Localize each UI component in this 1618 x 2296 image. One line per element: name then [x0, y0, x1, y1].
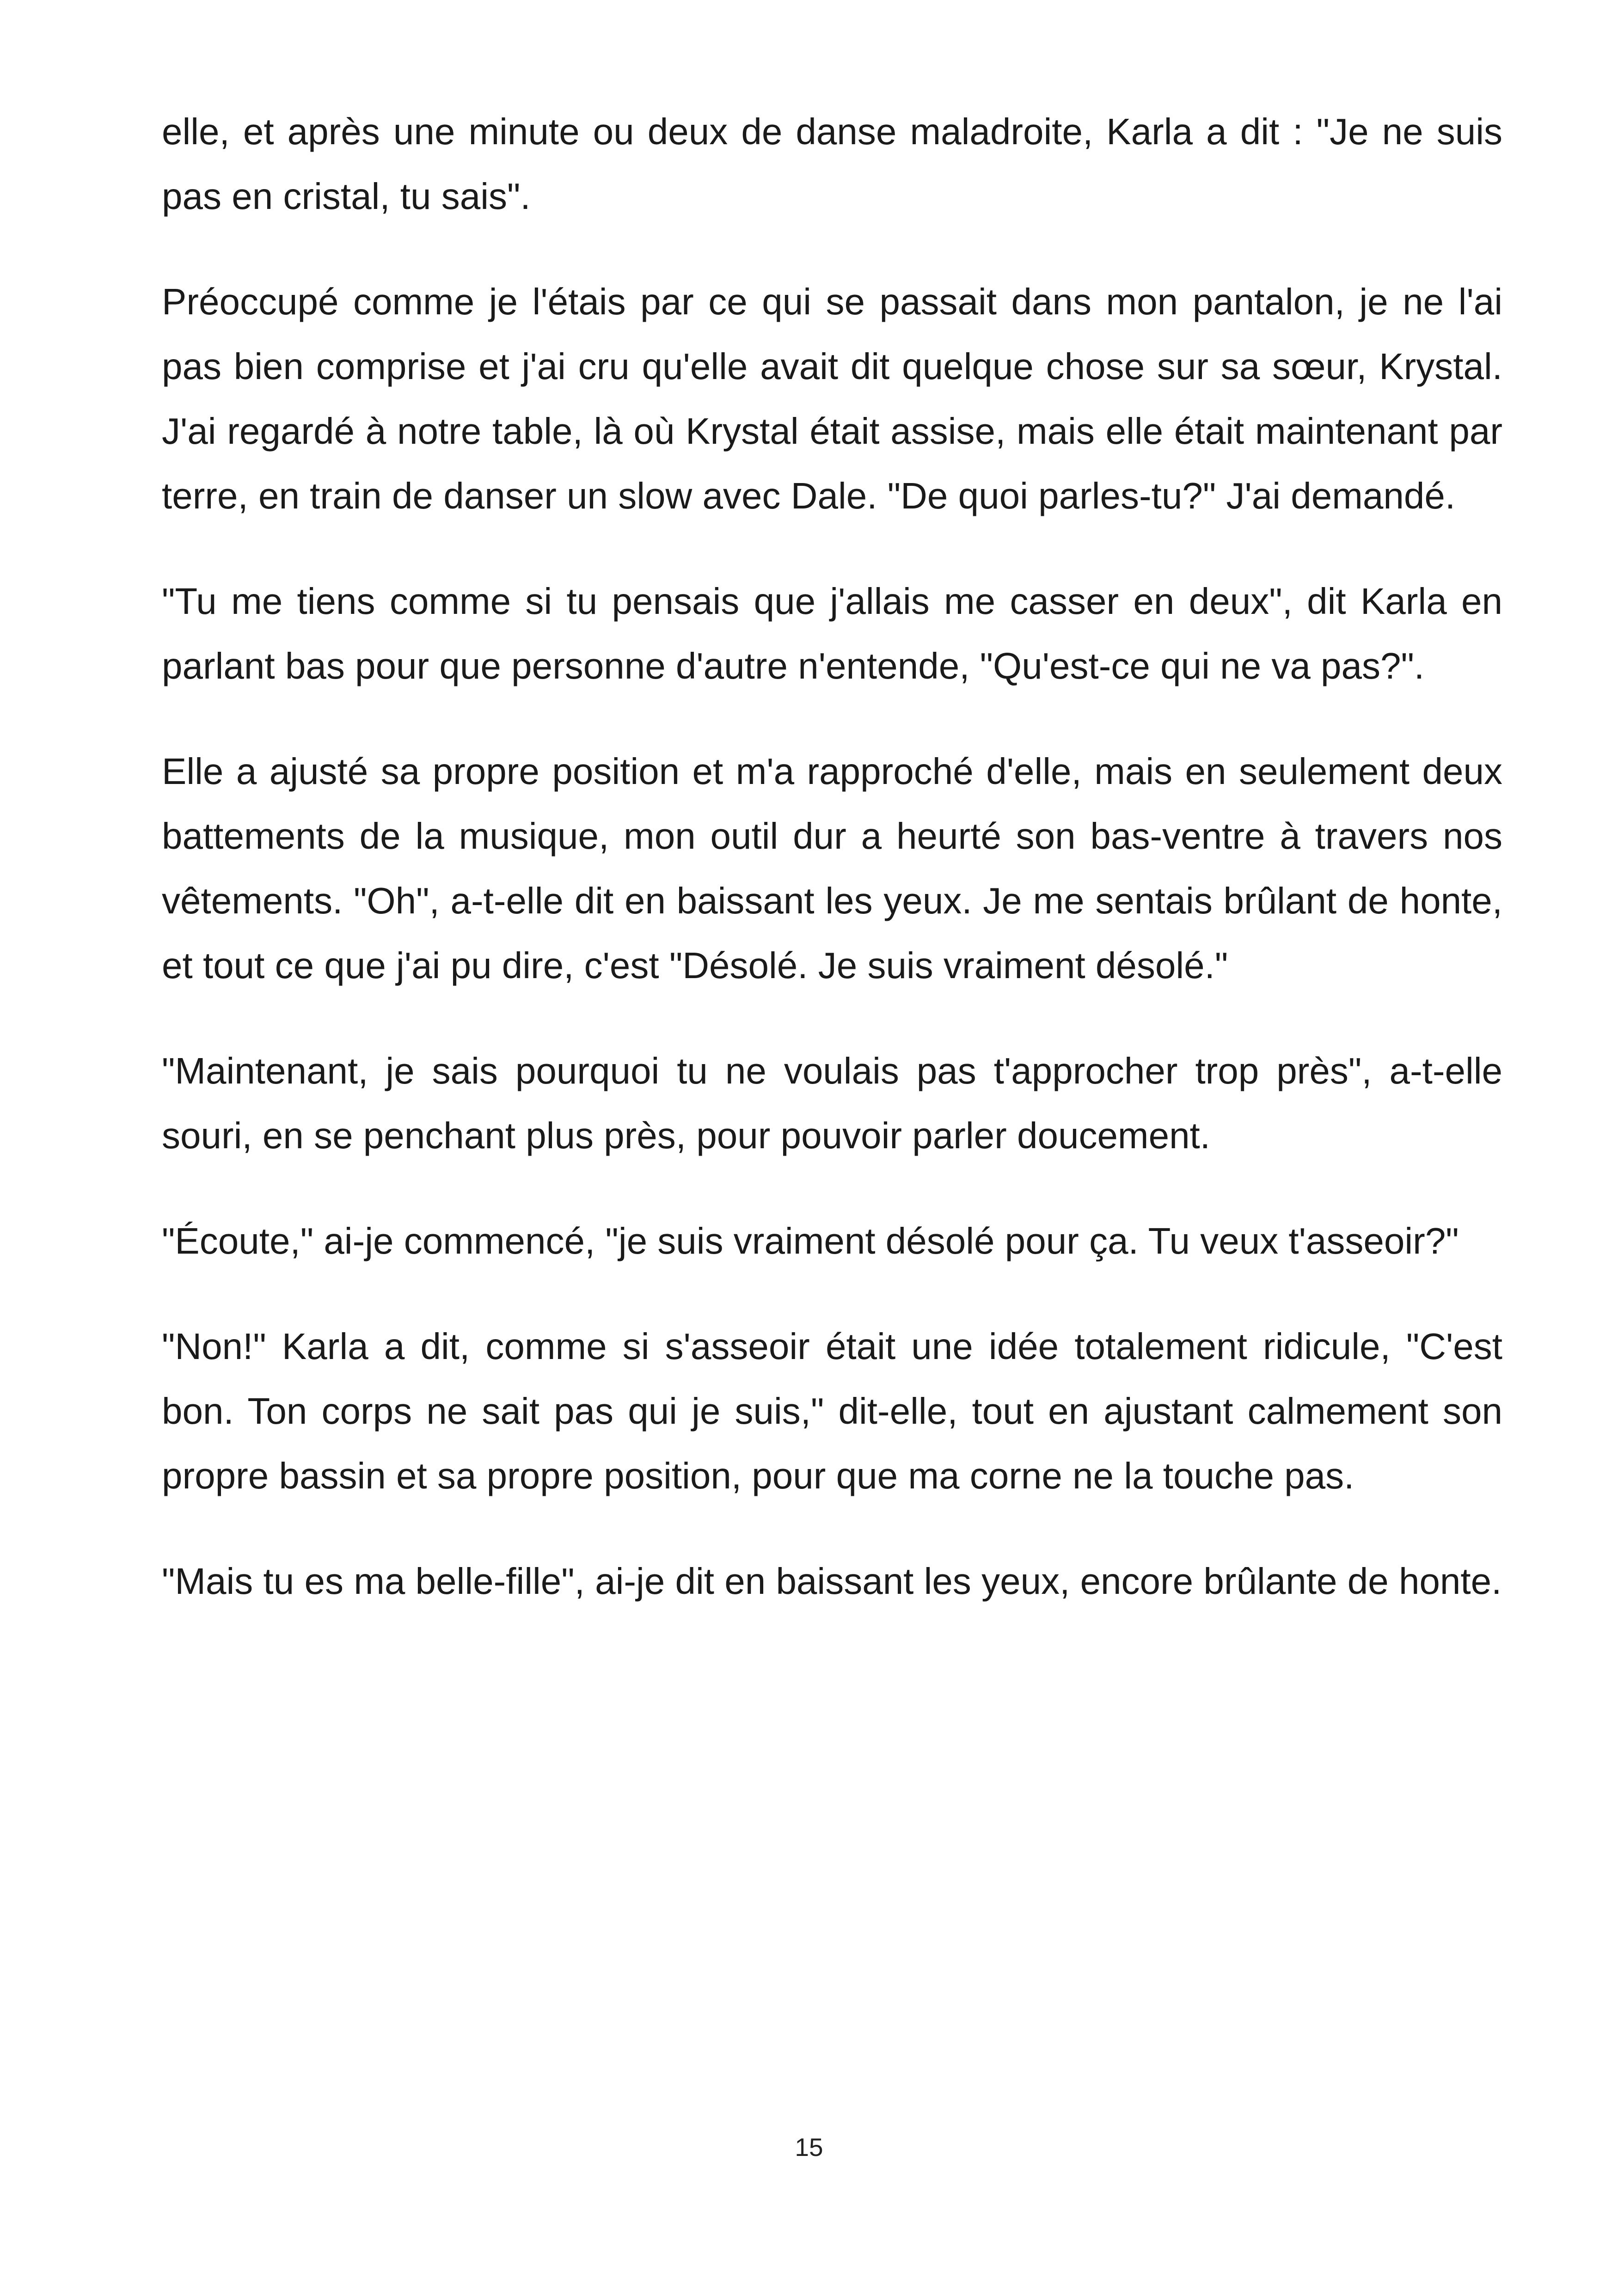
paragraph: "Non!" Karla a dit, comme si s'asseoir était une idée totalement ridicule, "C'est bon. Ton corps ne sait pas qui je suis," dit-elle, tout en ajustant calmement son propre bassin et sa propre position, pour que ma corne ne la touche pas. [162, 1326, 1502, 1496]
paragraph: "Tu me tiens comme si tu pensais que j'allais me casser en deux", dit Karla en parlant bas pour que personne d'autre n'entende, "Qu'est-ce qui ne va pas?". [162, 581, 1502, 686]
page-number: 15 [795, 2133, 823, 2161]
paragraph: Préoccupé comme je l'étais par ce qui se passait dans mon pantalon, je ne l'ai pas bien comprise et j'ai cru qu'elle avait dit quelque chose sur sa sœur, Krystal. J'ai regardé à notre table, là où Krystal était assise, mais elle était maintenant par terre, en train de danser un slow avec Dale. "De quoi parles-tu?" J'ai demandé. [162, 281, 1502, 516]
paragraph: "Maintenant, je sais pourquoi tu ne voulais pas t'approcher trop près", a-t-elle souri, en se penchant plus près, pour pouvoir parler doucement. [162, 1050, 1502, 1156]
paragraph: elle, et après une minute ou deux de danse maladroite, Karla a dit : "Je ne suis pas en cristal, tu sais". [162, 111, 1502, 217]
paragraph: "Mais tu es ma belle-fille", ai-je dit en baissant les yeux, encore brûlante de honte. [162, 1561, 1502, 1602]
paragraph: "Écoute," ai-je commencé, "je suis vraiment désolé pour ça. Tu veux t'asseoir?" [162, 1220, 1459, 1261]
page-body [162, 99, 1502, 1654]
paragraph: Elle a ajusté sa propre position et m'a rapproché d'elle, mais en seulement deux battements de la musique, mon outil dur a heurté son bas-ventre à travers nos vêtements. "Oh", a-t-elle dit en baissant les yeux. Je me sentais brûlant de honte, et tout ce que j'ai pu dire, c'est "Désolé. Je suis vraiment désolé." [162, 751, 1502, 986]
